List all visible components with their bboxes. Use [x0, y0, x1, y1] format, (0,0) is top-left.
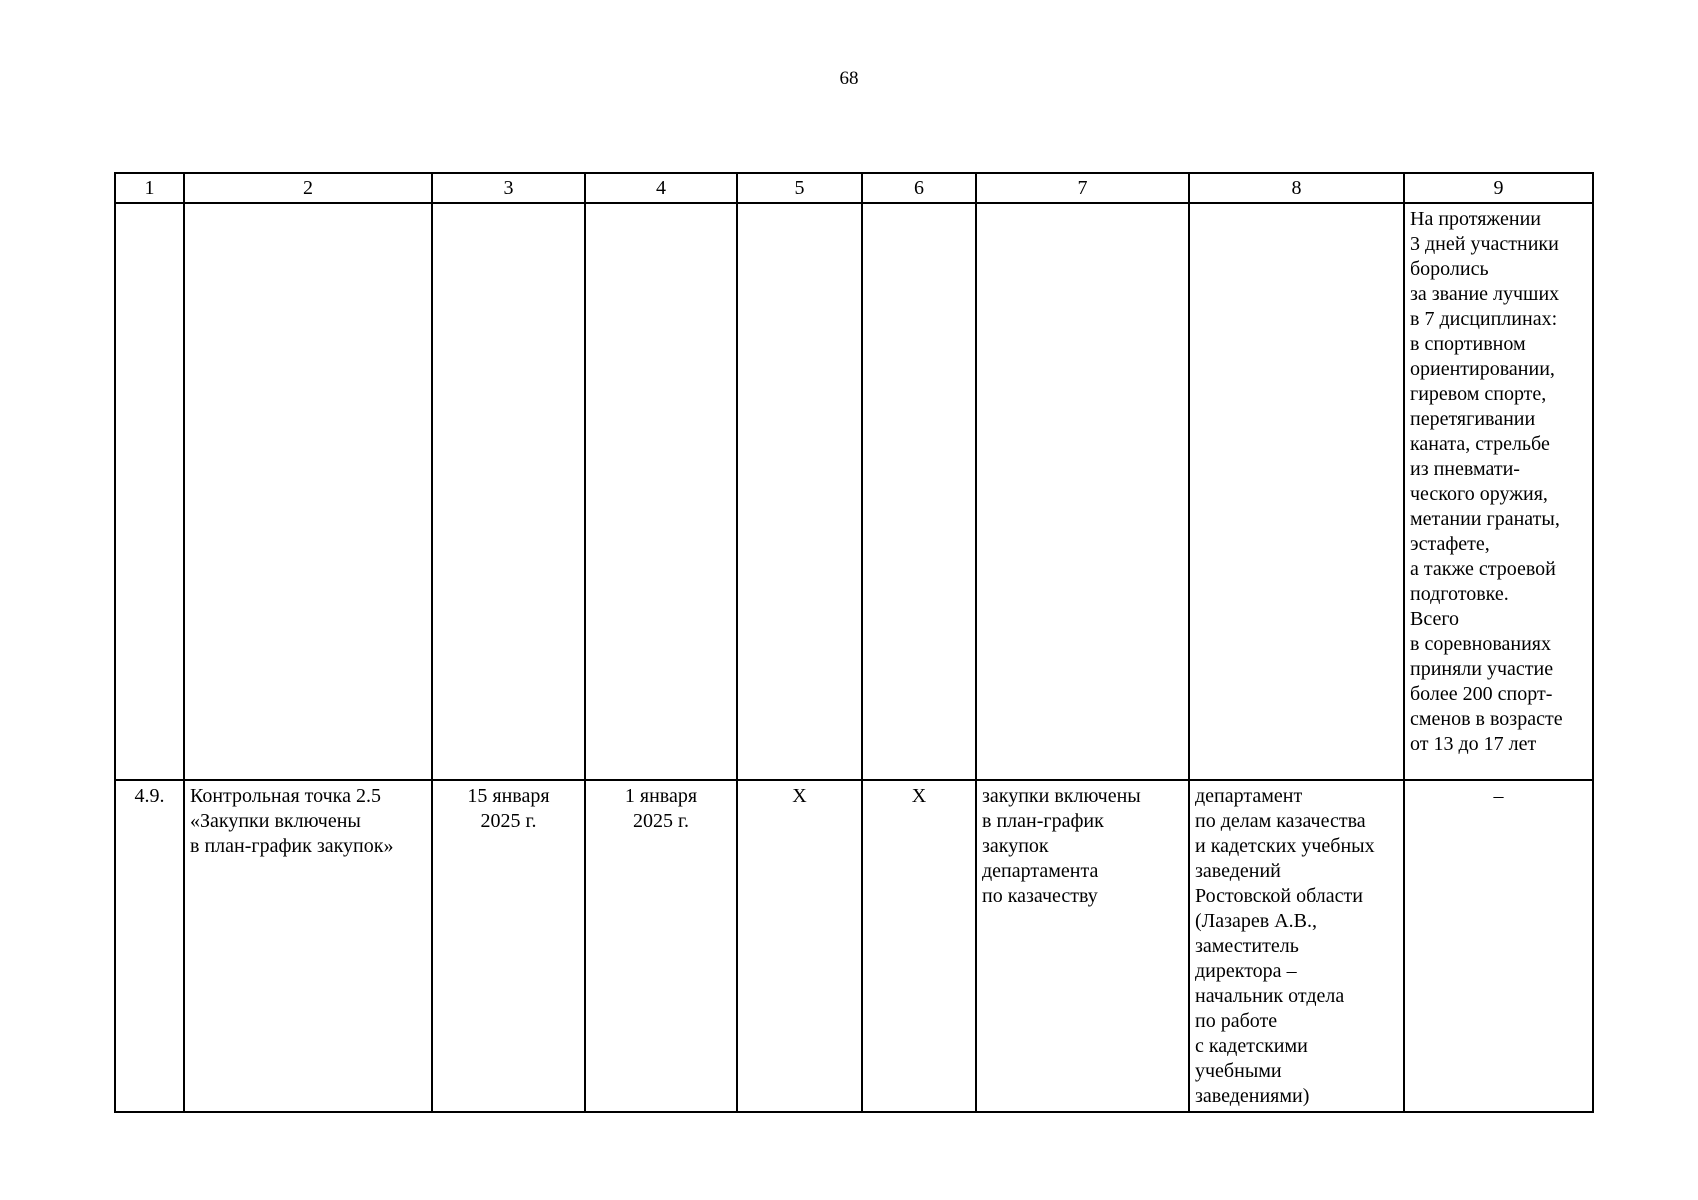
column-number: 4 — [585, 173, 737, 203]
note-cell: – — [1404, 780, 1593, 1112]
column-number: 3 — [432, 173, 585, 203]
column-number-row — [115, 173, 1593, 203]
table-cell — [585, 203, 737, 780]
column-number: 2 — [184, 173, 432, 203]
actual-date-cell: 1 января 2025 г. — [585, 780, 737, 1112]
table-cell — [737, 203, 862, 780]
mark-cell: Х — [862, 780, 976, 1112]
item-number-cell: 4.9. — [115, 780, 184, 1112]
page-number: 68 — [839, 68, 859, 89]
table-cell — [115, 203, 184, 780]
report-table — [114, 172, 1594, 1113]
result-cell: закупки включены в план-график закупок департамента по казачеству — [976, 780, 1189, 1112]
responsible-cell: департамент по делам казачества и кадетских учебных заведений Ростовской области (Лазарев А.В., заместитель директора – начальник отдела по работе с кадетскими учебными заведениями) — [1189, 780, 1404, 1112]
table-row — [115, 203, 1593, 780]
checkpoint-name-cell: Контрольная точка 2.5 «Закупки включены в план-график закупок» — [184, 780, 432, 1112]
table-cell — [862, 203, 976, 780]
column-number: 8 — [1189, 173, 1404, 203]
table-cell — [1189, 203, 1404, 780]
column-number: 7 — [976, 173, 1189, 203]
table-cell — [976, 203, 1189, 780]
column-number: 5 — [737, 173, 862, 203]
column-number: 9 — [1404, 173, 1593, 203]
planned-date-cell: 15 января 2025 г. — [432, 780, 585, 1112]
table-cell — [184, 203, 432, 780]
table-cell — [432, 203, 585, 780]
table-row — [115, 780, 1593, 1112]
column-number: 6 — [862, 173, 976, 203]
column-number: 1 — [115, 173, 184, 203]
mark-cell: Х — [737, 780, 862, 1112]
result-description-cell: На протяжении 3 дней участники боролись за звание лучших в 7 дисциплинах: в спортивном ориентировании, гиревом спорте, перетягивании каната, стрельбе из пневмати- ческого оружия, метании гранаты, эстафете, а также строевой подготовке. Всего в соревнованиях приняли участие более 200 спорт- сменов в возрасте от 13 до 17 лет — [1404, 203, 1593, 780]
